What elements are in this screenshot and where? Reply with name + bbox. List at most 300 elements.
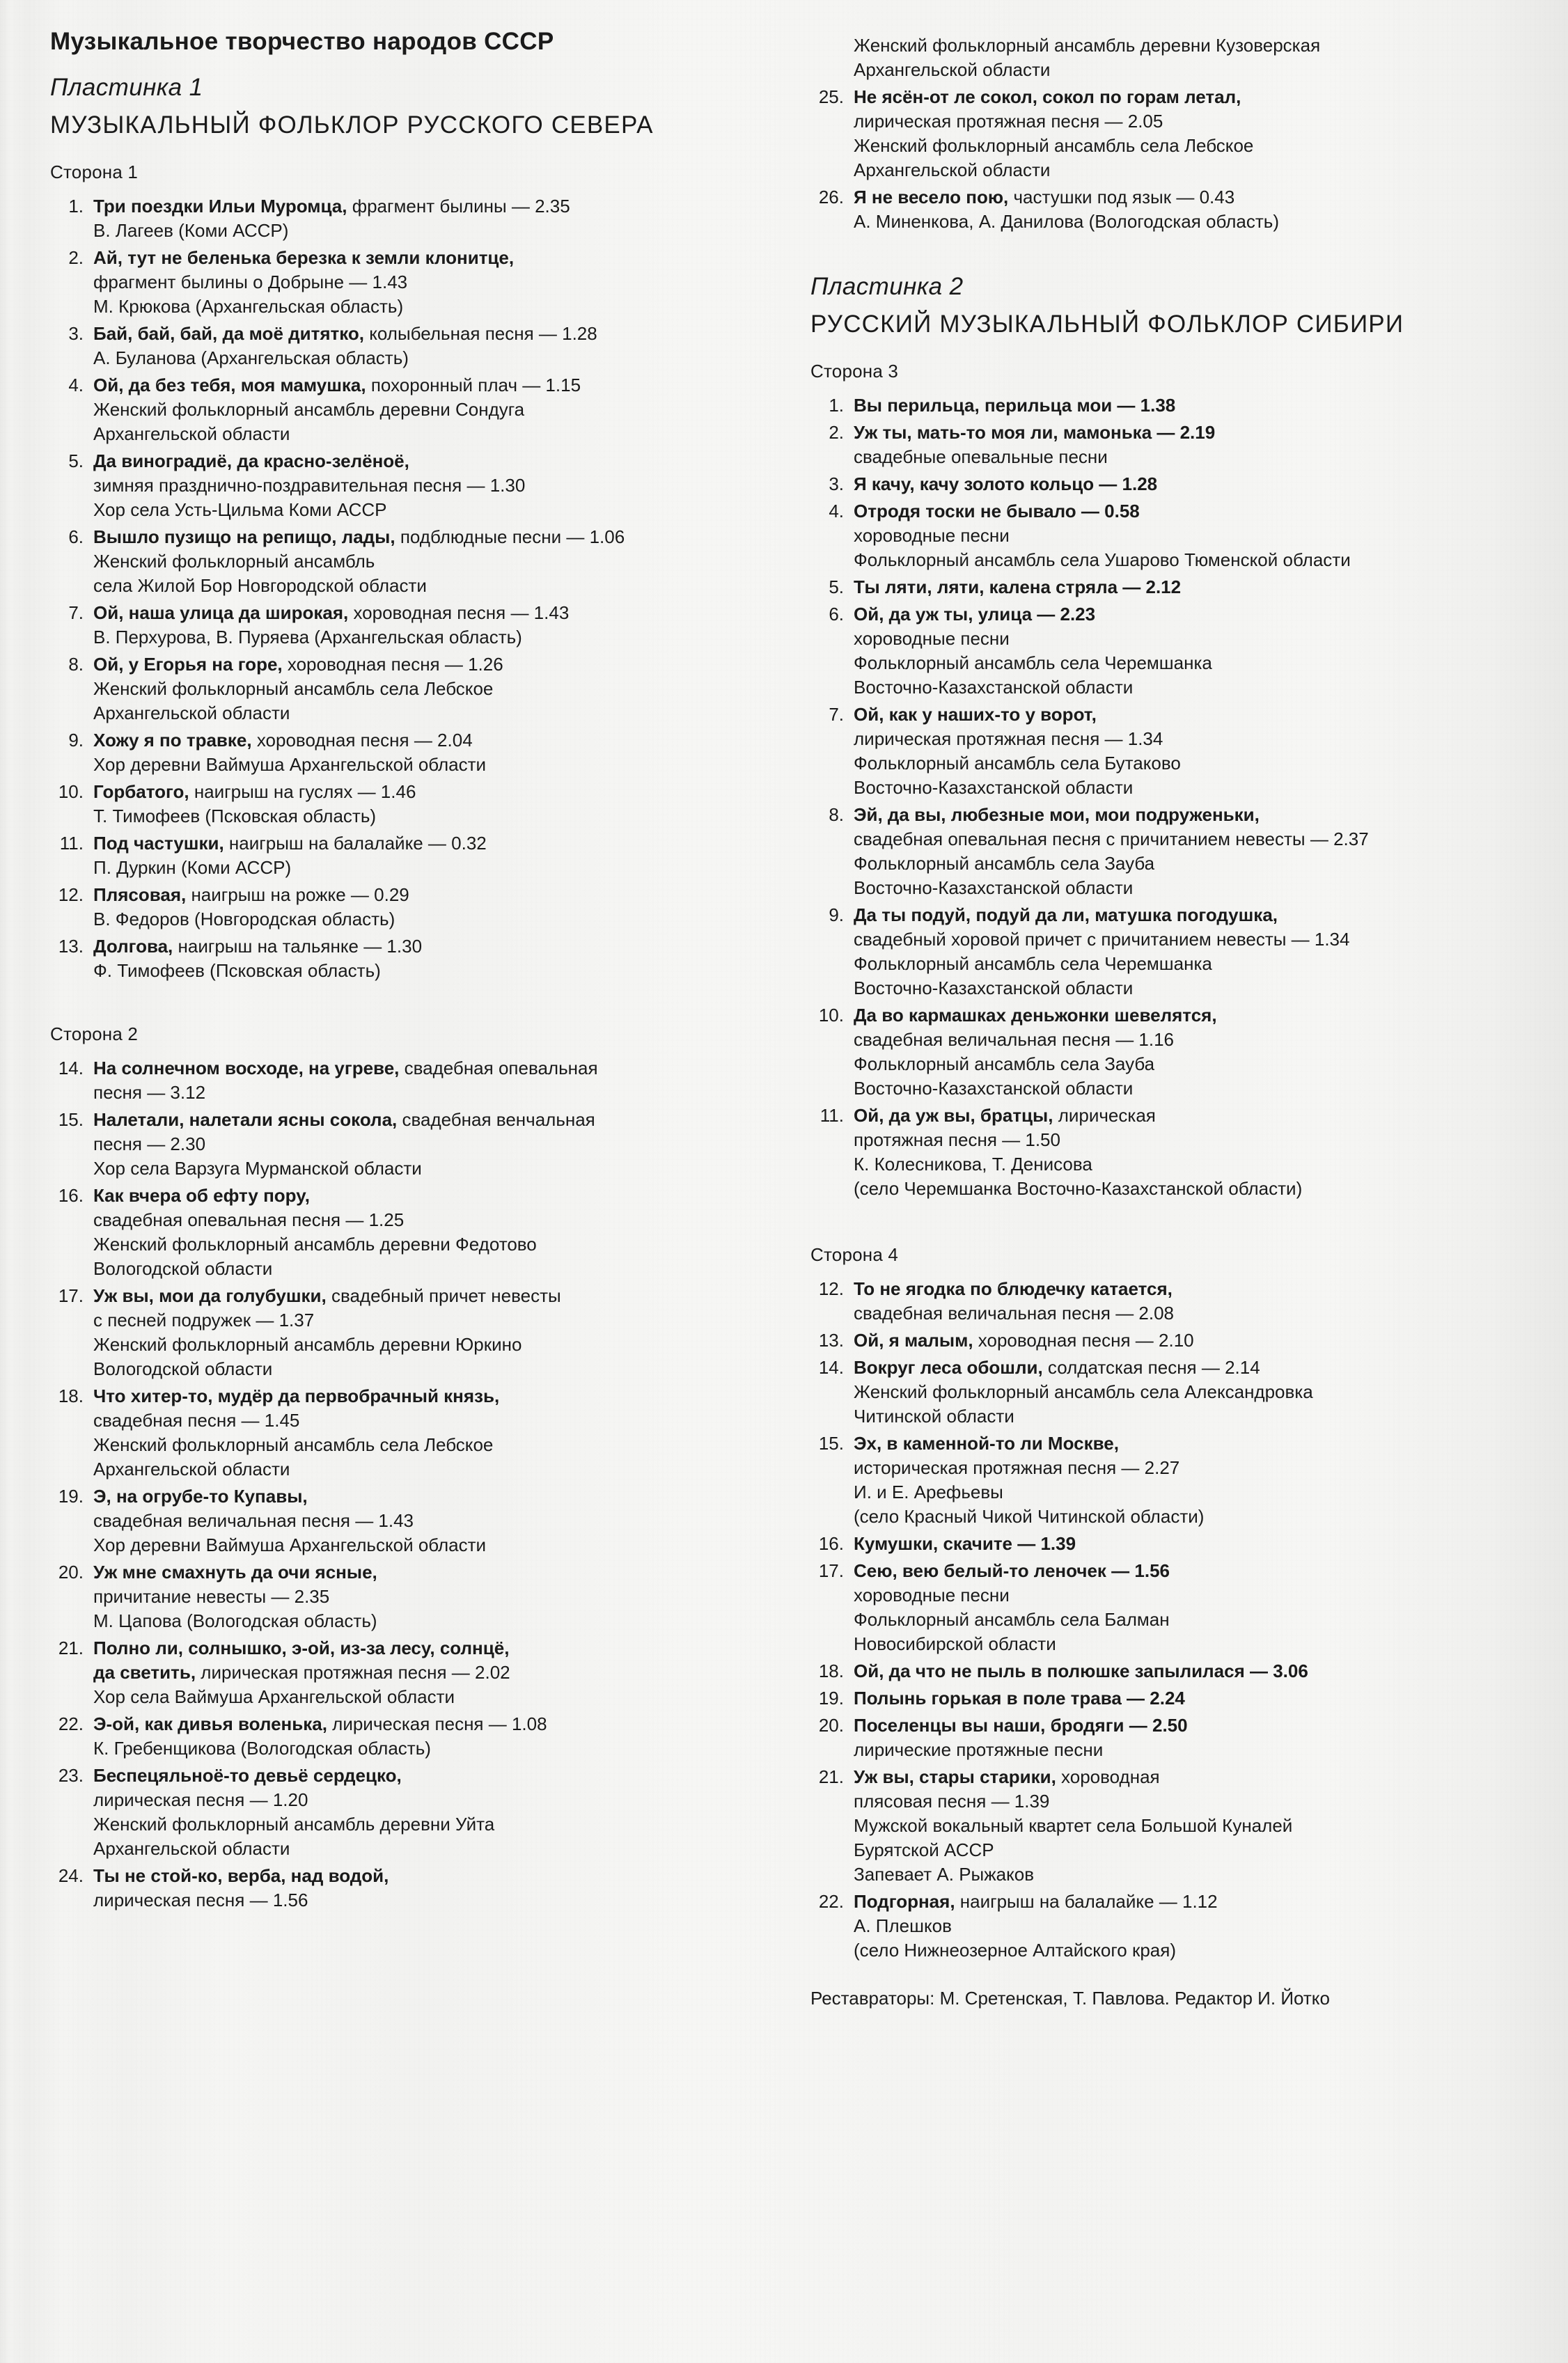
track-title: Не ясён-от ле сокол, сокол по горам летал, xyxy=(854,86,1241,107)
track-item xyxy=(810,1765,1535,1887)
track-number: 14. xyxy=(58,1058,84,1078)
track-headline xyxy=(854,1686,1535,1711)
track-headline xyxy=(93,1764,760,1788)
track-performer: М. Крюкова (Архангельская область) xyxy=(93,296,404,317)
track-headline xyxy=(854,903,1535,927)
track-item xyxy=(50,1560,760,1633)
track-title: Да во кармашках деньжонки шевелятся, xyxy=(854,1005,1217,1026)
track-performer: Хор села Варзуга Мурманской области xyxy=(93,1158,422,1179)
track-performer: Хор села Усть-Цильма Коми АССР xyxy=(93,499,387,520)
record-2-side-4-track-list xyxy=(810,1277,1535,1963)
track-title: Подгорная, xyxy=(854,1891,955,1912)
track-number: 2. xyxy=(68,247,84,268)
track-number: 4. xyxy=(829,501,844,521)
track-performer: Женский фольклорный ансамбль села Александровка xyxy=(854,1381,1313,1402)
track-performer: К. Колесникова, Т. Денисова xyxy=(854,1154,1092,1175)
track-title: Ты не стой-ко, верба, над водой, xyxy=(93,1865,389,1886)
track-headline xyxy=(93,1184,760,1208)
track-item xyxy=(810,1328,1535,1353)
track-title: Поселенцы вы наши, бродяги — 2.50 xyxy=(854,1715,1188,1736)
track-number: 4. xyxy=(68,375,84,395)
track-performer: А. Миненкова, А. Данилова (Вологодская область) xyxy=(854,211,1279,232)
track-performer: Восточно-Казахстанской области xyxy=(854,1078,1134,1099)
track-title: Ой, у Егорья на горе, xyxy=(93,654,283,675)
track-number: 18. xyxy=(818,1661,844,1681)
track-description-line: песня — 2.30 xyxy=(93,1133,206,1154)
track-number: 15. xyxy=(818,1433,844,1454)
track-item xyxy=(810,903,1535,1000)
track-title: Вокруг леса обошли, xyxy=(854,1357,1043,1378)
track-number: 17. xyxy=(818,1560,844,1581)
track-description-line: с песней подружек — 1.37 xyxy=(93,1310,315,1330)
track-performer: Архангельской области xyxy=(93,702,290,723)
track-item xyxy=(50,601,760,650)
track-title: Эх, в каменной-то ли Москве, xyxy=(854,1433,1119,1454)
track-item xyxy=(810,1431,1535,1529)
track-number: 24. xyxy=(58,1865,84,1886)
track-performer: (село Нижнеозерное Алтайского края) xyxy=(854,1940,1176,1961)
track-number: 21. xyxy=(818,1766,844,1787)
track-description-line: лирическая протяжная песня — 1.34 xyxy=(854,728,1163,749)
track-headline xyxy=(854,1104,1535,1128)
track-performer: Женский фольклорный ансамбль села Лебское xyxy=(93,1434,494,1455)
track-number: 5. xyxy=(829,576,844,597)
track-performer: Женский фольклорный ансамбль села Лебское xyxy=(854,135,1254,156)
track-headline xyxy=(854,1356,1535,1380)
track-headline xyxy=(854,1713,1535,1738)
track-description-line: зимняя празднично-поздравительная песня — 1.30 xyxy=(93,475,526,496)
track-item xyxy=(50,322,760,370)
record-2-side-3-track-list xyxy=(810,393,1535,1201)
track-item xyxy=(50,525,760,598)
right-column xyxy=(810,0,1535,2011)
track-item xyxy=(810,1559,1535,1656)
track-title: Хожу я по травке, xyxy=(93,730,252,751)
track-headline xyxy=(93,1560,760,1585)
track-number: 8. xyxy=(68,654,84,675)
track-description: наигрыш на гуслях — 1.46 xyxy=(189,781,416,802)
track-description: похоронный плач — 1.15 xyxy=(366,375,581,395)
track-description: свадебный причет невесты xyxy=(326,1285,561,1306)
track-item xyxy=(50,883,760,932)
track-performer: Фольклорный ансамбль села Балман xyxy=(854,1609,1170,1630)
track-title: Ай, тут не беленька березка к земли клонитце, xyxy=(93,247,515,268)
track-performer: Бурятской АССР xyxy=(854,1839,994,1860)
track-performer: К. Гребенщикова (Вологодская область) xyxy=(93,1738,431,1759)
track-item xyxy=(50,1764,760,1861)
track-headline xyxy=(854,602,1535,627)
track-performer: Женский фольклорный ансамбль деревни Кузоверская xyxy=(854,35,1321,56)
track-description-line: протяжная песня — 1.50 xyxy=(854,1129,1060,1150)
track-number: 16. xyxy=(818,1533,844,1554)
track-title: Ой, да что не пыль в полюшке запылилася — 3.06 xyxy=(854,1661,1308,1681)
track-title: Под частушки, xyxy=(93,833,224,854)
track-headline xyxy=(854,499,1535,524)
track-performer: Фольклорный ансамбль села Черемшанка xyxy=(854,652,1212,673)
track-performer: А. Плешков xyxy=(854,1915,952,1936)
track-number: 7. xyxy=(68,602,84,623)
track-title: Полынь горькая в поле трава — 2.24 xyxy=(854,1688,1185,1709)
track-description: фрагмент былины — 2.35 xyxy=(347,196,570,217)
track-performer: Фольклорный ансамбль села Зауба xyxy=(854,1053,1155,1074)
track-performer: В. Перхурова, В. Пуряева (Архангельская область) xyxy=(93,627,522,647)
record-1-side-1-track-list xyxy=(50,194,760,983)
track-headline xyxy=(854,1765,1535,1789)
track-headline xyxy=(854,1277,1535,1301)
track-number: 16. xyxy=(58,1185,84,1206)
record-1-plate-label: Пластинка 1 xyxy=(50,74,203,101)
track-item xyxy=(50,934,760,983)
track-description-line: лирическая песня — 1.56 xyxy=(93,1890,308,1910)
record-2-side-3-label: Сторона 3 xyxy=(810,361,899,382)
track-performer: М. Цапова (Вологодская область) xyxy=(93,1610,377,1631)
track-title: Сею, вею белый-то леночек — 1.56 xyxy=(854,1560,1170,1581)
track-item xyxy=(810,1104,1535,1201)
track-description-line: лирическая протяжная песня — 2.05 xyxy=(854,111,1163,132)
track-item xyxy=(810,393,1535,418)
track-title: Ой, да уж вы, братцы, xyxy=(854,1105,1053,1126)
track-item xyxy=(810,803,1535,900)
track-item xyxy=(810,33,1535,82)
track-title: Ой, наша улица да широкая, xyxy=(93,602,349,623)
track-title: Ой, я малым, xyxy=(854,1330,973,1351)
track-performer: Т. Тимофеев (Псковская область) xyxy=(93,806,377,826)
track-description: хороводная песня — 2.10 xyxy=(973,1330,1194,1351)
track-headline xyxy=(93,652,760,677)
track-item xyxy=(810,499,1535,572)
track-performer: Архангельской области xyxy=(854,159,1051,180)
track-number: 19. xyxy=(818,1688,844,1709)
track-title: Эй, да вы, любезные мои, мои подруженьки, xyxy=(854,804,1260,825)
track-headline xyxy=(93,1284,760,1308)
track-description-line: свадебные опевальные песни xyxy=(854,446,1108,467)
track-description: хороводная песня — 2.04 xyxy=(251,730,473,751)
track-performer: Архангельской области xyxy=(93,1459,290,1479)
track-title: Бай, бай, бай, да моё дитятко, xyxy=(93,323,365,344)
track-title: Долгова, xyxy=(93,936,173,957)
track-item xyxy=(50,373,760,446)
track-title: Как вчера об ефту пору, xyxy=(93,1185,310,1206)
track-number: 22. xyxy=(818,1891,844,1912)
track-description: наигрыш на балалайке — 1.12 xyxy=(955,1891,1218,1912)
record-2-plate-label: Пластинка 2 xyxy=(810,273,964,300)
track-item xyxy=(50,1056,760,1105)
track-description-line: свадебная величальная песня — 1.43 xyxy=(93,1510,414,1531)
track-performer: Восточно-Казахстанской области xyxy=(854,777,1134,798)
track-description: лирическая xyxy=(1053,1105,1156,1126)
track-title: Да ты подуй, подуй да ли, матушка погодушка, xyxy=(854,904,1278,925)
track-item xyxy=(50,728,760,777)
track-item xyxy=(50,1108,760,1181)
track-item xyxy=(50,831,760,880)
track-performer: Фольклорный ансамбль села Бутаково xyxy=(854,753,1181,774)
track-item xyxy=(50,780,760,829)
track-headline xyxy=(854,185,1535,210)
track-description-line: свадебный хоровой причет с причитанием невесты — 1.34 xyxy=(854,929,1350,950)
track-performer: (село Красный Чикой Читинской области) xyxy=(854,1506,1205,1527)
record-2-side-4-label: Сторона 4 xyxy=(810,1244,899,1265)
track-description: наигрыш на рожке — 0.29 xyxy=(186,884,409,905)
track-title: Уж мне смахнуть да очи ясные, xyxy=(93,1562,377,1583)
track-item xyxy=(810,1532,1535,1556)
track-title: Горбатого, xyxy=(93,781,189,802)
track-description-line: плясовая песня — 1.39 xyxy=(854,1791,1050,1812)
track-description-line: хороводные песни xyxy=(854,525,1010,546)
track-performer: Восточно-Казахстанской области xyxy=(854,877,1134,898)
track-headline xyxy=(93,883,760,907)
track-headline xyxy=(854,1659,1535,1683)
track-performer: Женский фольклорный ансамбль деревни Юркино xyxy=(93,1334,522,1355)
track-description-line: свадебная величальная песня — 1.16 xyxy=(854,1029,1175,1050)
track-title: Три поездки Ильи Муромца, xyxy=(93,196,347,217)
track-headline xyxy=(854,85,1535,109)
track-headline xyxy=(93,1384,760,1408)
track-number: 20. xyxy=(818,1715,844,1736)
track-headline xyxy=(93,449,760,473)
track-item xyxy=(810,702,1535,800)
track-title: Кумушки, скачите — 1.39 xyxy=(854,1533,1076,1554)
track-description-line: лирическая песня — 1.20 xyxy=(93,1789,308,1810)
track-title: Налетали, налетали ясны сокола, xyxy=(93,1109,398,1130)
track-number: 23. xyxy=(58,1765,84,1786)
track-headline xyxy=(854,702,1535,727)
track-description: наигрыш на тальянке — 1.30 xyxy=(173,936,423,957)
track-performer: Мужской вокальный квартет села Большой Куналей xyxy=(854,1815,1293,1836)
track-title: Ой, да без тебя, моя мамушка, xyxy=(93,375,366,395)
track-title: Э-ой, как дивья воленька, xyxy=(93,1713,327,1734)
track-number: 13. xyxy=(58,936,84,957)
restorers-credit: Реставраторы: М. Сретенская, Т. Павлова. Редактор И. Йотко xyxy=(810,1988,1330,2009)
track-number: 9. xyxy=(68,730,84,751)
track-description-line: хороводные песни xyxy=(854,628,1010,649)
track-item xyxy=(50,194,760,243)
track-performer: Женский фольклорный ансамбль деревни Федотово xyxy=(93,1234,537,1255)
track-headline xyxy=(93,780,760,804)
track-item xyxy=(810,1890,1535,1963)
track-number: 6. xyxy=(829,604,844,625)
track-number: 14. xyxy=(818,1357,844,1378)
track-title: Да виноградиё, да красно-зелёноё, xyxy=(93,450,409,471)
track-number: 7. xyxy=(829,704,844,725)
track-headline xyxy=(93,1056,760,1081)
track-title: Беспецяльноё-то девьё сердецко, xyxy=(93,1765,402,1786)
track-performer: Фольклорный ансамбль села Зауба xyxy=(854,853,1155,874)
track-title: Плясовая, xyxy=(93,884,187,905)
track-item xyxy=(50,1184,760,1281)
track-title: Я не весело пою, xyxy=(854,187,1009,207)
track-number: 20. xyxy=(58,1562,84,1583)
track-number: 18. xyxy=(58,1385,84,1406)
track-description: хороводная песня — 1.26 xyxy=(282,654,503,675)
track-performer: А. Буланова (Архангельская область) xyxy=(93,347,409,368)
record-1-side-1-label: Сторона 1 xyxy=(50,162,139,182)
track-headline xyxy=(854,1003,1535,1028)
track-number: 2. xyxy=(829,422,844,443)
track-title: Отродя тоски не бывало — 0.58 xyxy=(854,501,1140,521)
page-title: Музыкальное творчество народов СССР xyxy=(50,28,554,55)
track-item xyxy=(50,246,760,319)
track-number: 21. xyxy=(58,1638,84,1658)
track-title-continued: да светить, xyxy=(93,1662,196,1683)
track-title: Ой, да уж ты, улица — 2.23 xyxy=(854,604,1096,625)
track-performer: Восточно-Казахстанской области xyxy=(854,677,1134,698)
track-headline-continued xyxy=(93,1661,760,1685)
track-performer: И. и Е. Арефьевы xyxy=(854,1482,1003,1502)
track-item xyxy=(50,449,760,522)
track-description: хороводная песня — 1.43 xyxy=(348,602,570,623)
track-headline xyxy=(93,1484,760,1509)
track-headline xyxy=(93,1712,760,1736)
track-description: солдатская песня — 2.14 xyxy=(1042,1357,1260,1378)
track-title: Ты ляти, ляти, калена стряла — 2.12 xyxy=(854,576,1182,597)
track-performer: Женский фольклорный ансамбль деревни Сондуга xyxy=(93,399,525,420)
track-performer: Женский фольклорный ансамбль деревни Уйта xyxy=(93,1814,495,1835)
track-headline xyxy=(854,1890,1535,1914)
track-title: Ой, как у наших-то у ворот, xyxy=(854,704,1097,725)
track-item xyxy=(810,575,1535,599)
track-performer: Запевает А. Рыжаков xyxy=(854,1864,1035,1885)
track-headline xyxy=(854,393,1535,418)
track-headline xyxy=(93,1108,760,1132)
track-performer: села Жилой Бор Новгородской области xyxy=(93,575,427,596)
track-item xyxy=(50,1484,760,1557)
track-description: наигрыш на балалайке — 0.32 xyxy=(224,833,487,854)
track-headline xyxy=(854,803,1535,827)
track-description: колыбельная песня — 1.28 xyxy=(364,323,597,344)
track-number: 12. xyxy=(58,884,84,905)
track-description-line: свадебная песня — 1.45 xyxy=(93,1410,300,1431)
track-title: Уж ты, мать-то моя ли, мамонька — 2.19 xyxy=(854,422,1216,443)
track-performer: Фольклорный ансамбль села Ушарово Тюменской области xyxy=(854,549,1351,570)
track-description-line: фрагмент былины о Добрыне — 1.43 xyxy=(93,272,408,292)
track-title: Что хитер-то, мудёр да первобрачный князь, xyxy=(93,1385,500,1406)
track-performer: Вологодской области xyxy=(93,1358,273,1379)
track-headline xyxy=(93,601,760,625)
track-description: свадебная венчальная xyxy=(397,1109,595,1130)
track-performer: Новосибирской области xyxy=(854,1633,1056,1654)
track-item xyxy=(810,1659,1535,1683)
track-number: 17. xyxy=(58,1285,84,1306)
track-performer: Читинской области xyxy=(854,1406,1014,1427)
record-2-album-title: РУССКИЙ МУЗЫКАЛЬНЫЙ ФОЛЬКЛОР СИБИРИ xyxy=(810,311,1404,338)
track-description-line: причитание невесты — 2.35 xyxy=(93,1586,330,1607)
track-headline xyxy=(854,421,1535,445)
track-number: 11. xyxy=(59,833,84,854)
track-performer: В. Федоров (Новгородская область) xyxy=(93,909,395,929)
track-number: 8. xyxy=(829,804,844,825)
record-1-side-2-label: Сторона 2 xyxy=(50,1023,139,1044)
left-column xyxy=(50,0,760,1915)
track-description: свадебная опевальная xyxy=(399,1058,598,1078)
track-description-line: песня — 3.12 xyxy=(93,1082,206,1103)
track-headline xyxy=(93,525,760,549)
track-item xyxy=(50,652,760,725)
track-item xyxy=(810,1003,1535,1101)
record-1-side-2-track-list xyxy=(50,1056,760,1913)
track-headline xyxy=(854,1532,1535,1556)
track-performer: Архангельской области xyxy=(93,1838,290,1859)
track-item xyxy=(810,185,1535,234)
track-performer: Женский фольклорный ансамбль xyxy=(93,551,375,572)
track-headline xyxy=(93,322,760,346)
track-performer: Хор села Ваймуша Архангельской области xyxy=(93,1686,455,1707)
track-description: лирическая песня — 1.08 xyxy=(327,1713,547,1734)
track-number: 6. xyxy=(68,526,84,547)
track-performer: Архангельской области xyxy=(854,59,1051,80)
track-item xyxy=(50,1384,760,1482)
track-number: 1. xyxy=(829,395,844,416)
track-description-line: историческая протяжная песня — 2.27 xyxy=(854,1457,1180,1478)
record-1-side-2-track-list-continued xyxy=(810,33,1535,234)
track-number: 9. xyxy=(829,904,844,925)
track-performer: Женский фольклорный ансамбль села Лебское xyxy=(93,678,494,699)
track-item xyxy=(810,1686,1535,1711)
track-performer: Хор деревни Ваймуша Архангельской области xyxy=(93,1534,487,1555)
track-headline xyxy=(854,1559,1535,1583)
track-performer: Архангельской области xyxy=(93,423,290,444)
track-headline xyxy=(93,934,760,959)
track-number: 11. xyxy=(820,1105,844,1126)
track-description: хороводная xyxy=(1056,1766,1160,1787)
track-number: 15. xyxy=(58,1109,84,1130)
track-performer: П. Дуркин (Коми АССР) xyxy=(93,857,292,878)
track-number: 3. xyxy=(68,323,84,344)
track-performer: Фольклорный ансамбль села Черемшанка xyxy=(854,953,1212,974)
track-description-line: свадебная величальная песня — 2.08 xyxy=(854,1303,1175,1324)
track-description: подблюдные песни — 1.06 xyxy=(395,526,625,547)
track-headline xyxy=(93,1864,760,1888)
track-title: Вы перильца, перильца мои — 1.38 xyxy=(854,395,1176,416)
track-title: То не ягодка по блюдечку катается, xyxy=(854,1278,1173,1299)
track-headline xyxy=(854,575,1535,599)
track-title: На солнечном восходе, на угреве, xyxy=(93,1058,400,1078)
track-description-line: лирические протяжные песни xyxy=(854,1739,1104,1760)
track-number: 13. xyxy=(818,1330,844,1351)
track-description-line: хороводные песни xyxy=(854,1585,1010,1606)
track-number: 10. xyxy=(58,781,84,802)
track-title: Уж вы, мои да голубушки, xyxy=(93,1285,327,1306)
track-number: 19. xyxy=(58,1486,84,1507)
track-item xyxy=(810,1356,1535,1429)
record-1-album-title: МУЗЫКАЛЬНЫЙ ФОЛЬКЛОР РУССКОГО СЕВЕРА xyxy=(50,111,654,139)
track-description: частушки под язык — 0.43 xyxy=(1008,187,1235,207)
track-item xyxy=(50,1636,760,1709)
track-title: Вышло пузищо на репищо, лады, xyxy=(93,526,395,547)
track-item xyxy=(810,1277,1535,1326)
track-performer: В. Лагеев (Коми АССР) xyxy=(93,220,289,241)
track-performer: Ф. Тимофеев (Псковская область) xyxy=(93,960,381,981)
track-headline xyxy=(854,472,1535,496)
track-performer: Восточно-Казахстанской области xyxy=(854,978,1134,998)
track-headline xyxy=(93,373,760,398)
track-number: 12. xyxy=(818,1278,844,1299)
track-item xyxy=(50,1712,760,1761)
track-description-line: свадебная опевальная песня — 1.25 xyxy=(93,1209,405,1230)
track-number: 22. xyxy=(58,1713,84,1734)
track-number: 26. xyxy=(818,187,844,207)
track-item xyxy=(810,472,1535,496)
track-title: Я качу, качу золото кольцо — 1.28 xyxy=(854,473,1158,494)
track-headline xyxy=(93,246,760,270)
track-description: лирическая протяжная песня — 2.02 xyxy=(196,1662,510,1683)
track-headline xyxy=(93,1636,760,1661)
track-number: 10. xyxy=(818,1005,844,1026)
track-title: Э, на огрубе-то Купавы, xyxy=(93,1486,308,1507)
track-item xyxy=(810,421,1535,469)
track-headline xyxy=(93,728,760,753)
track-title: Уж вы, стары старики, xyxy=(854,1766,1056,1787)
track-headline xyxy=(854,1328,1535,1353)
